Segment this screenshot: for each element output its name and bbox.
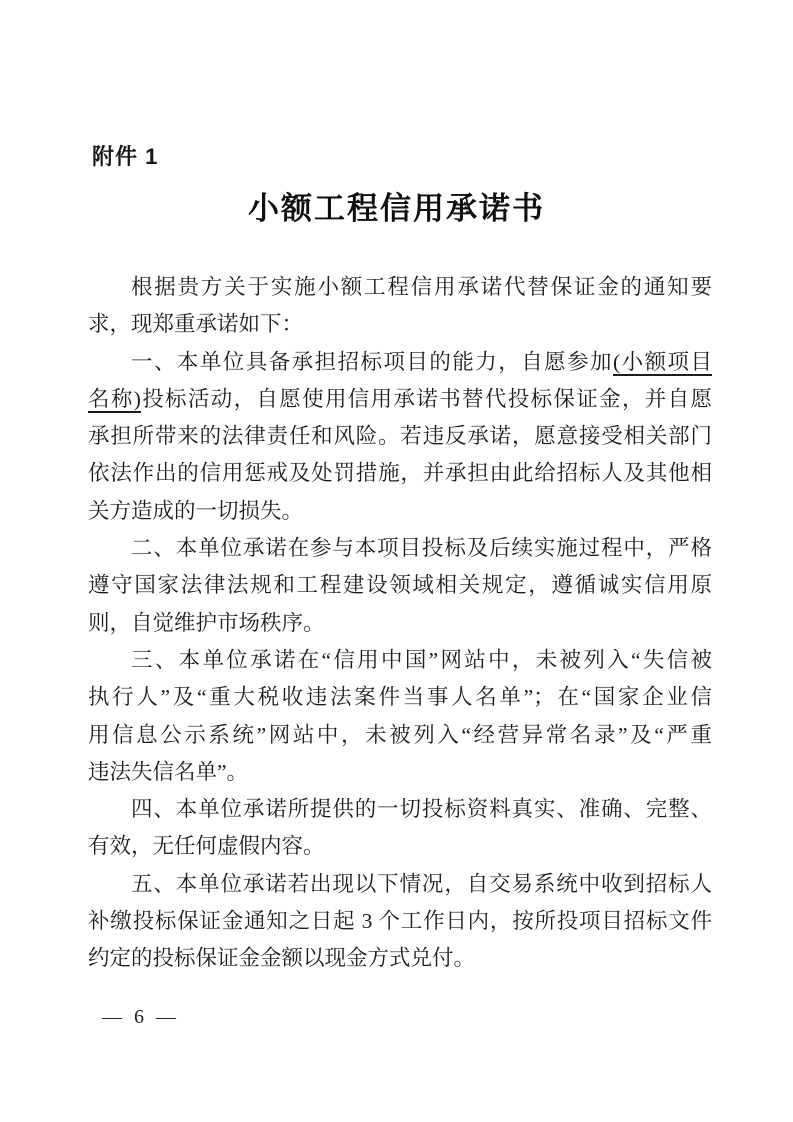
body-line [88,269,712,306]
text-segment: 关方造成的一切损失。 [88,498,304,523]
document-body [88,269,712,978]
body-line [88,828,712,865]
text-segment: 有效，无任何虚假内容。 [88,834,325,859]
body-line [88,530,712,567]
page-number: 6 [134,1006,144,1028]
underlined-fill-in-field: (小额项目 [613,349,712,374]
page-footer [102,1006,176,1029]
text-segment: 违法失信名单”。 [88,759,249,784]
footer-dash-right: — [156,1006,176,1028]
body-line [88,791,712,828]
body-line [88,455,712,492]
attachment-label: 附件 1 [92,144,159,169]
body-line [88,903,712,940]
underlined-fill-in-field: 名称) [88,386,141,411]
body-line [88,754,712,791]
text-segment: 约定的投标保证金金额以现金方式兑付。 [88,946,476,971]
document-title: 小额工程信用承诺书 [248,191,545,226]
body-line [88,344,712,381]
body-line [88,866,712,903]
text-segment: 用信息公示系统”网站中，未被列入“经营异常名录”及“严重 [88,722,712,747]
text-segment: 则，自觉维护市场秩序。 [88,610,325,635]
body-line [88,418,712,455]
text-segment: 求，现郑重承诺如下： [88,312,304,337]
text-segment: 遵守国家法律法规和工程建设领域相关规定，遵循诚实信用原 [88,573,712,598]
text-segment: 五、本单位承诺若出现以下情况，自交易系统中收到招标人 [131,871,712,896]
text-segment: 根据贵方关于实施小额工程信用承诺代替保证金的通知要 [131,275,712,299]
text-segment: 二、本单位承诺在参与本项目投标及后续实施过程中，严格 [131,536,712,561]
body-line [88,381,712,418]
text-segment: 一、本单位具备承担招标项目的能力，自愿参加 [131,349,614,374]
body-line [88,642,712,679]
body-line [88,493,712,530]
footer-dash-left: — [102,1006,122,1028]
body-line [88,940,712,977]
text-segment: 执行人”及“重大税收违法案件当事人名单”；在“国家企业信 [88,685,712,710]
text-segment: 投标活动，自愿使用信用承诺书替代投标保证金，并自愿 [140,386,712,411]
body-line [88,567,712,604]
body-line [88,605,712,642]
body-line [88,679,712,716]
text-segment: 四、本单位承诺所提供的一切投标资料真实、准确、完整、 [131,797,712,822]
text-segment: 补缴投标保证金通知之日起 3 个工作日内，按所投项目招标文件 [88,909,712,934]
text-segment: 依法作出的信用惩戒及处罚措施，并承担由此给招标人及其他相 [88,461,712,486]
text-segment: 三、本单位承诺在“信用中国”网站中，未被列入“失信被 [131,647,712,672]
body-line [88,717,712,754]
text-segment: 承担所带来的法律责任和风险。若违反承诺，愿意接受相关部门 [88,424,712,449]
body-line [88,306,712,343]
